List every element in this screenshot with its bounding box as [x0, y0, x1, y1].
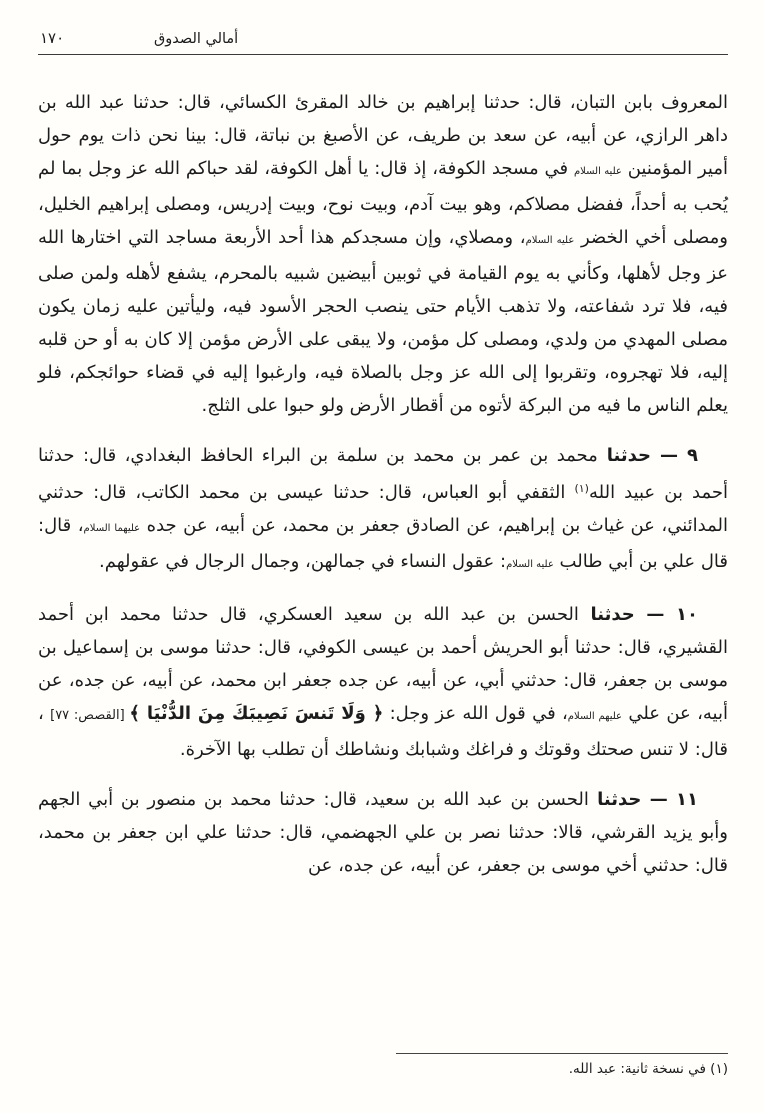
- text-run: ، ومصلاي، وإن مسجدكم هذا أحد الأربعة مساجد التي اختارها الله عز وجل لأهلها، وكأني به يوم القيامة في ثوبين أبيضين شبيه بالمحرم، يشفع لأهله ولمن صلى فيه، فلا ترد شفاعته، ولا تذهب الأيام حتى ينصب الحجر الأسود فيه، وليأتين عليه زمان يكون مصلى المهدي من ولدي، ومصلى كل مؤمن، ولا يبقى على الأرض مؤمن إلا كان به أو حن قلبه إليه، فلا تهجروه، وتقربوا إلى الله عز وجل بالصلاة فيه، وارغبوا إليه في قضاء حوائجكم، فلو يعلم الناس ما فيه من البركة لأتوه من أقطار الأرض ولو حبوا على الثلج.: [38, 227, 728, 416]
- text-run: المعروف بابن التبان، قال: حدثنا إبراهيم بن خالد المقرئ الكسائي، قال: حدثنا عبد الله بن داهر الرازي، عن أبيه، عن سعد بن طريف، عن الأصبغ بن نباتة، قال: بينا نحن ذات يوم حول أمير المؤمنين: [38, 92, 728, 179]
- text-run: الحسن بن عبد الله بن سعيد، قال: حدثنا محمد بن منصور بن أبي الجهم وأبو يزيد القرشي، قالا: حدثنا نصر بن علي الجهضمي، قال: حدثنا علي ابن جعفر بن محمد، قال: حدثني أخي موسى بن جعفر، عن أبيه، عن جده، عن: [38, 789, 728, 876]
- text-run: محمد بن عمر بن محمد بن سلمة بن البراء الحافظ البغدادي، قال: حدثنا أحمد بن عبيد الله: [38, 445, 728, 503]
- text-run: الثقفي أبو العباس، قال: حدثنا عيسى بن محمد الكاتب، قال: حدثني المدائني، عن غياث بن إبراهيم، عن الصادق جعفر بن محمد، عن أبيه، عن جده: [38, 482, 728, 536]
- verse-reference: [القصص: ٧٧]: [50, 708, 130, 723]
- footnote-area: [38, 1053, 728, 1077]
- quran-verse: ﴿ وَلَا تَنسَ نَصِيبَكَ مِنَ الدُّنْيَا ﴾: [129, 703, 384, 724]
- hadith-number: ٩ — حدثنا: [597, 445, 698, 466]
- page-header: [38, 24, 728, 55]
- paragraph-hadith-10: [38, 598, 728, 766]
- honorific-mark: عليه السلام: [525, 235, 575, 246]
- text-run: ، في قول الله عز وجل:: [383, 703, 568, 724]
- text-run: ، قال: قال علي بن أبي طالب: [38, 515, 728, 572]
- paragraph-hadith-11: [38, 783, 728, 882]
- text-run: ، قال: لا تنس صحتك وقوتك و فراغك وشبابك ونشاطك أن تطلب بها الآخرة.: [38, 703, 728, 760]
- honorific-mark: عليهما السلام: [83, 523, 141, 534]
- honorific-mark: عليهم السلام: [567, 711, 623, 722]
- page-number: ١٧٠: [40, 29, 65, 47]
- honorific-mark: عليه السلام: [506, 559, 554, 570]
- book-title: أمالي الصدوق: [154, 31, 239, 47]
- footnote: (١) في نسخة ثانية: عبد الله.: [568, 1061, 728, 1077]
- text-body: [38, 86, 728, 899]
- hadith-number: ١١ — حدثنا: [588, 789, 698, 810]
- hadith-number: ١٠ — حدثنا: [578, 604, 698, 625]
- text-run: الحسن بن عبد الله بن سعيد العسكري، قال حدثنا محمد ابن أحمد القشيري، قال: حدثنا أبو الحريش أحمد بن عيسى الكوفي، قال: حدثنا موسى بن إسماعيل بن موسى بن جعفر، قال: حدثني أبي، عن أبيه، عن جده جعفر ابن محمد، عن أبيه، عن جده، عن أبيه، عن علي: [38, 604, 728, 724]
- text-run: : عقول النساء في جمالهن، وجمال الرجال في عقولهم.: [99, 551, 507, 572]
- footnote-separator: [396, 1053, 728, 1054]
- honorific-mark: عليه السلام: [573, 166, 622, 177]
- paragraph-hadith-9: [38, 439, 728, 581]
- text-run: في مسجد الكوفة، إذ قال: يا أهل الكوفة، لقد حباكم الله عز وجل بما لم يُحب به أحداً، ففضل مصلاكم، وهو بيت آدم، وبيت نوح، وبيت إدريس، ومصلى إبراهيم الخليل، ومصلى أخي الخضر: [38, 158, 728, 248]
- paragraph-continuation: [38, 86, 728, 422]
- footnote-marker: (١): [574, 482, 589, 495]
